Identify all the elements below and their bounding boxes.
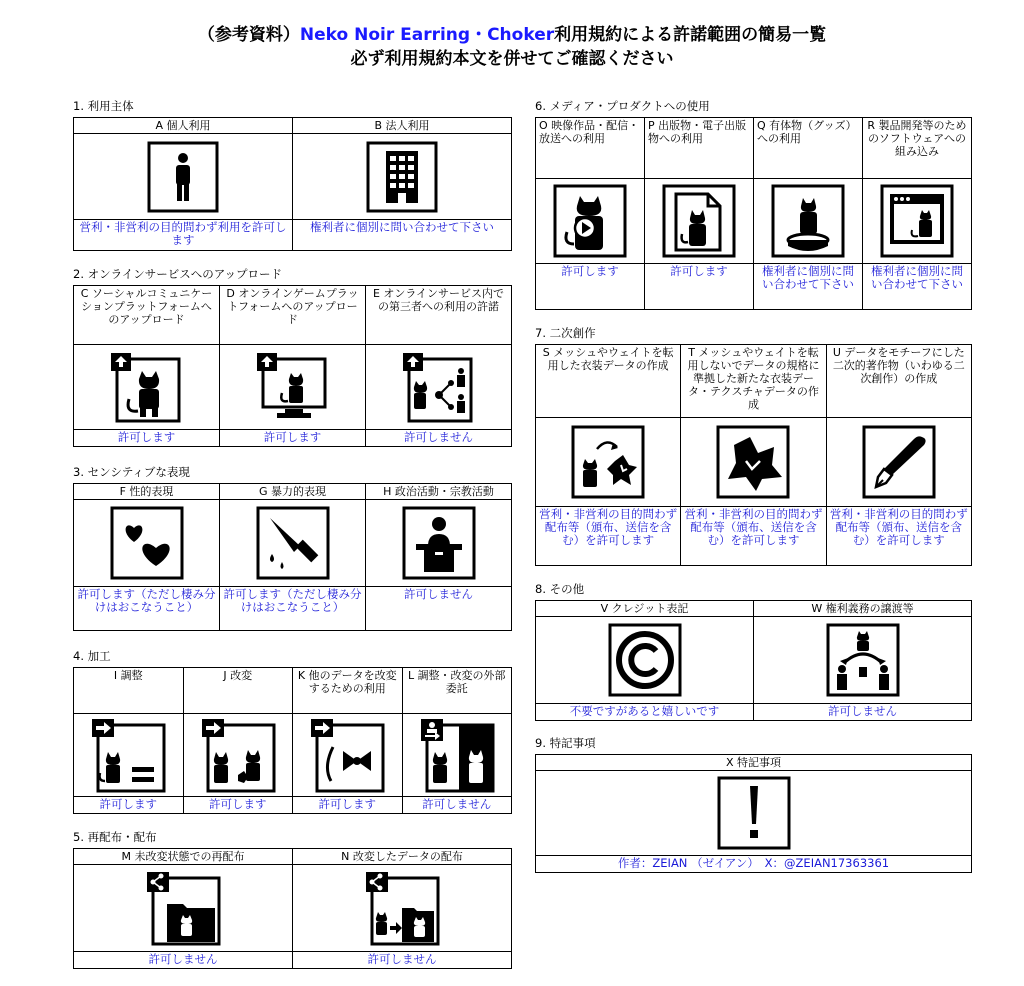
license-table (73, 117, 512, 251)
share-modified-icon (293, 865, 511, 951)
item-result: 許可しません (74, 951, 292, 968)
item-f (74, 484, 219, 630)
item-result: 権利者に個別に問い合わせて下さい (754, 263, 862, 309)
item-b (292, 118, 511, 250)
knife-icon (220, 500, 365, 586)
item-result: 営利・非営利の目的問わず利用を許可します (74, 219, 292, 250)
section-title: 9. 特記事項 (535, 736, 596, 750)
section-title: 4. 加工 (73, 649, 111, 663)
exclamation-icon (536, 771, 971, 855)
item-result: 許可します (184, 796, 293, 813)
item-k (292, 668, 402, 813)
item-label: G 暴力的表現 (220, 484, 365, 500)
item-result: 許可します (645, 263, 753, 309)
item-label: D オンラインゲームプラットフォームへのアップロード (220, 286, 365, 345)
item-result: 営利・非営利の目的問わず配布等（頒布、送信を含む）を許可します (827, 506, 971, 565)
arrow-cat-modified-icon (184, 714, 293, 796)
item-label: A 個人利用 (74, 118, 292, 134)
item-label: N 改変したデータの配布 (293, 849, 511, 865)
item-label: O 映像作品・配信・放送への利用 (536, 118, 644, 179)
item-e (365, 286, 511, 446)
section-3 (73, 464, 512, 631)
office-building-icon (293, 134, 511, 219)
item-m (74, 849, 292, 968)
item-w (753, 601, 971, 720)
arrow-ribbon-icon (293, 714, 402, 796)
item-label: H 政治活動・宗教活動 (366, 484, 511, 500)
item-result: 許可しません (366, 586, 511, 630)
upload-cat-icon (74, 345, 219, 429)
outsourcing-icon (403, 714, 512, 796)
license-table (73, 285, 512, 447)
item-result: 営利・非営利の目的問わず配布等（頒布、送信を含む）を許可します (681, 506, 825, 565)
upload-share-people-icon (366, 345, 511, 429)
section-title: 7. 二次創作 (535, 326, 596, 340)
item-result: 作者：ZEIAN （ゼイアン） X：@ZEIAN17363361 (536, 855, 971, 872)
item-result: 権利者に個別に問い合わせて下さい (293, 219, 511, 250)
product-name: Neko Noir Earring・Choker (299, 25, 555, 45)
item-a (74, 118, 292, 250)
license-table (535, 600, 972, 721)
page-title (0, 20, 1024, 45)
item-r (862, 118, 971, 309)
section-7 (535, 325, 972, 566)
item-o (536, 118, 644, 309)
license-table (73, 667, 512, 814)
item-u (826, 345, 971, 565)
share-folder-icon (74, 865, 292, 951)
item-g (219, 484, 365, 630)
item-label: C ソーシャルコミュニケーションプラットフォームへのアップロード (74, 286, 219, 345)
item-j (183, 668, 293, 813)
item-label: T メッシュやウェイトを転用しないでデータの規格に準拠した新たな衣装データ・テクスチャデータの作成 (681, 345, 825, 418)
podium-speaker-icon (366, 500, 511, 586)
item-label: S メッシュやウェイトを転用した衣装データの作成 (536, 345, 680, 418)
item-p (644, 118, 753, 309)
item-result: 許可します（ただし棲み分けはおこなうこと） (220, 586, 365, 630)
copyright-icon (536, 617, 753, 703)
item-result: 許可しません (754, 703, 971, 720)
item-result: 不要ですがあると嬉しいです (536, 703, 753, 720)
item-label: P 出版物・電子出版物への利用 (645, 118, 753, 179)
item-label: V クレジット表記 (536, 601, 753, 617)
license-table (73, 483, 512, 631)
item-label: J 改変 (184, 668, 293, 714)
item-h (365, 484, 511, 630)
item-t (680, 345, 825, 565)
section-title: 5. 再配布・配布 (73, 830, 157, 844)
section-title: 3. センシティブな表現 (73, 465, 190, 479)
item-x (536, 755, 971, 872)
section-2 (73, 266, 512, 447)
item-q (753, 118, 862, 309)
title-suffix: 利用規約による許諾範囲の簡易一覧 (554, 25, 827, 45)
item-label: K 他のデータを改変するための利用 (293, 668, 402, 714)
section-4 (73, 648, 512, 814)
section-6 (535, 98, 972, 310)
section-8 (535, 581, 972, 721)
video-play-icon (536, 179, 644, 263)
item-v (536, 601, 753, 720)
software-window-icon (863, 179, 971, 263)
section-title: 1. 利用主体 (73, 99, 134, 113)
section-title: 8. その他 (535, 582, 585, 596)
section-5 (73, 829, 512, 969)
license-table (535, 754, 972, 873)
transfer-people-icon (754, 617, 971, 703)
section-9 (535, 735, 972, 873)
pen-nib-icon (827, 418, 971, 506)
costume-icon (681, 418, 825, 506)
section-title: 6. メディア・プロダクトへの使用 (535, 99, 710, 113)
item-result: 許可します (74, 429, 219, 446)
item-label: E オンラインサービス内での第三者への利用の許諾 (366, 286, 511, 345)
page-subtitle: 必ず利用規約本文を併せてご確認ください (350, 49, 674, 69)
item-label: I 調整 (74, 668, 183, 714)
document-cat-icon (645, 179, 753, 263)
figure-stand-icon (754, 179, 862, 263)
item-result: 許可します (74, 796, 183, 813)
item-result: 営利・非営利の目的問わず配布等（頒布、送信を含む）を許可します (536, 506, 680, 565)
arrow-cat-equal-icon (74, 714, 183, 796)
cat-to-costume-icon (536, 418, 680, 506)
item-label: R 製品開発等のためのソフトウェアへの組み込み (863, 118, 971, 179)
item-result: 許可します (536, 263, 644, 309)
item-label: Q 有体物（グッズ）への利用 (754, 118, 862, 179)
section-1 (73, 98, 512, 251)
item-l (402, 668, 512, 813)
item-label: B 法人利用 (293, 118, 511, 134)
item-result: 許可します (293, 796, 402, 813)
item-i (74, 668, 183, 813)
item-label: W 権利義務の譲渡等 (754, 601, 971, 617)
license-table (535, 344, 972, 566)
item-d (219, 286, 365, 446)
item-result: 許可します (220, 429, 365, 446)
item-label: U データをモチーフにした二次的著作物（いわゆる二次創作）の作成 (827, 345, 971, 418)
hearts-icon (74, 500, 219, 586)
item-c (74, 286, 219, 446)
item-label: M 未改変状態での再配布 (74, 849, 292, 865)
item-result: 権利者に個別に問い合わせて下さい (863, 263, 971, 309)
item-n (292, 849, 511, 968)
section-title: 2. オンラインサービスへのアップロード (73, 267, 282, 281)
item-label: X 特記事項 (536, 755, 971, 771)
item-label: L 調整・改変の外部委託 (403, 668, 512, 714)
upload-monitor-cat-icon (220, 345, 365, 429)
item-result: 許可しません (293, 951, 511, 968)
item-result: 許可しません (403, 796, 512, 813)
item-result: 許可します（ただし棲み分けはおこなうこと） (74, 586, 219, 630)
person-icon (74, 134, 292, 219)
title-prefix: （参考資料） (197, 25, 300, 45)
license-table (535, 117, 972, 310)
item-label: F 性的表現 (74, 484, 219, 500)
item-result: 許可しません (366, 429, 511, 446)
license-table (73, 848, 512, 969)
item-s (536, 345, 680, 565)
